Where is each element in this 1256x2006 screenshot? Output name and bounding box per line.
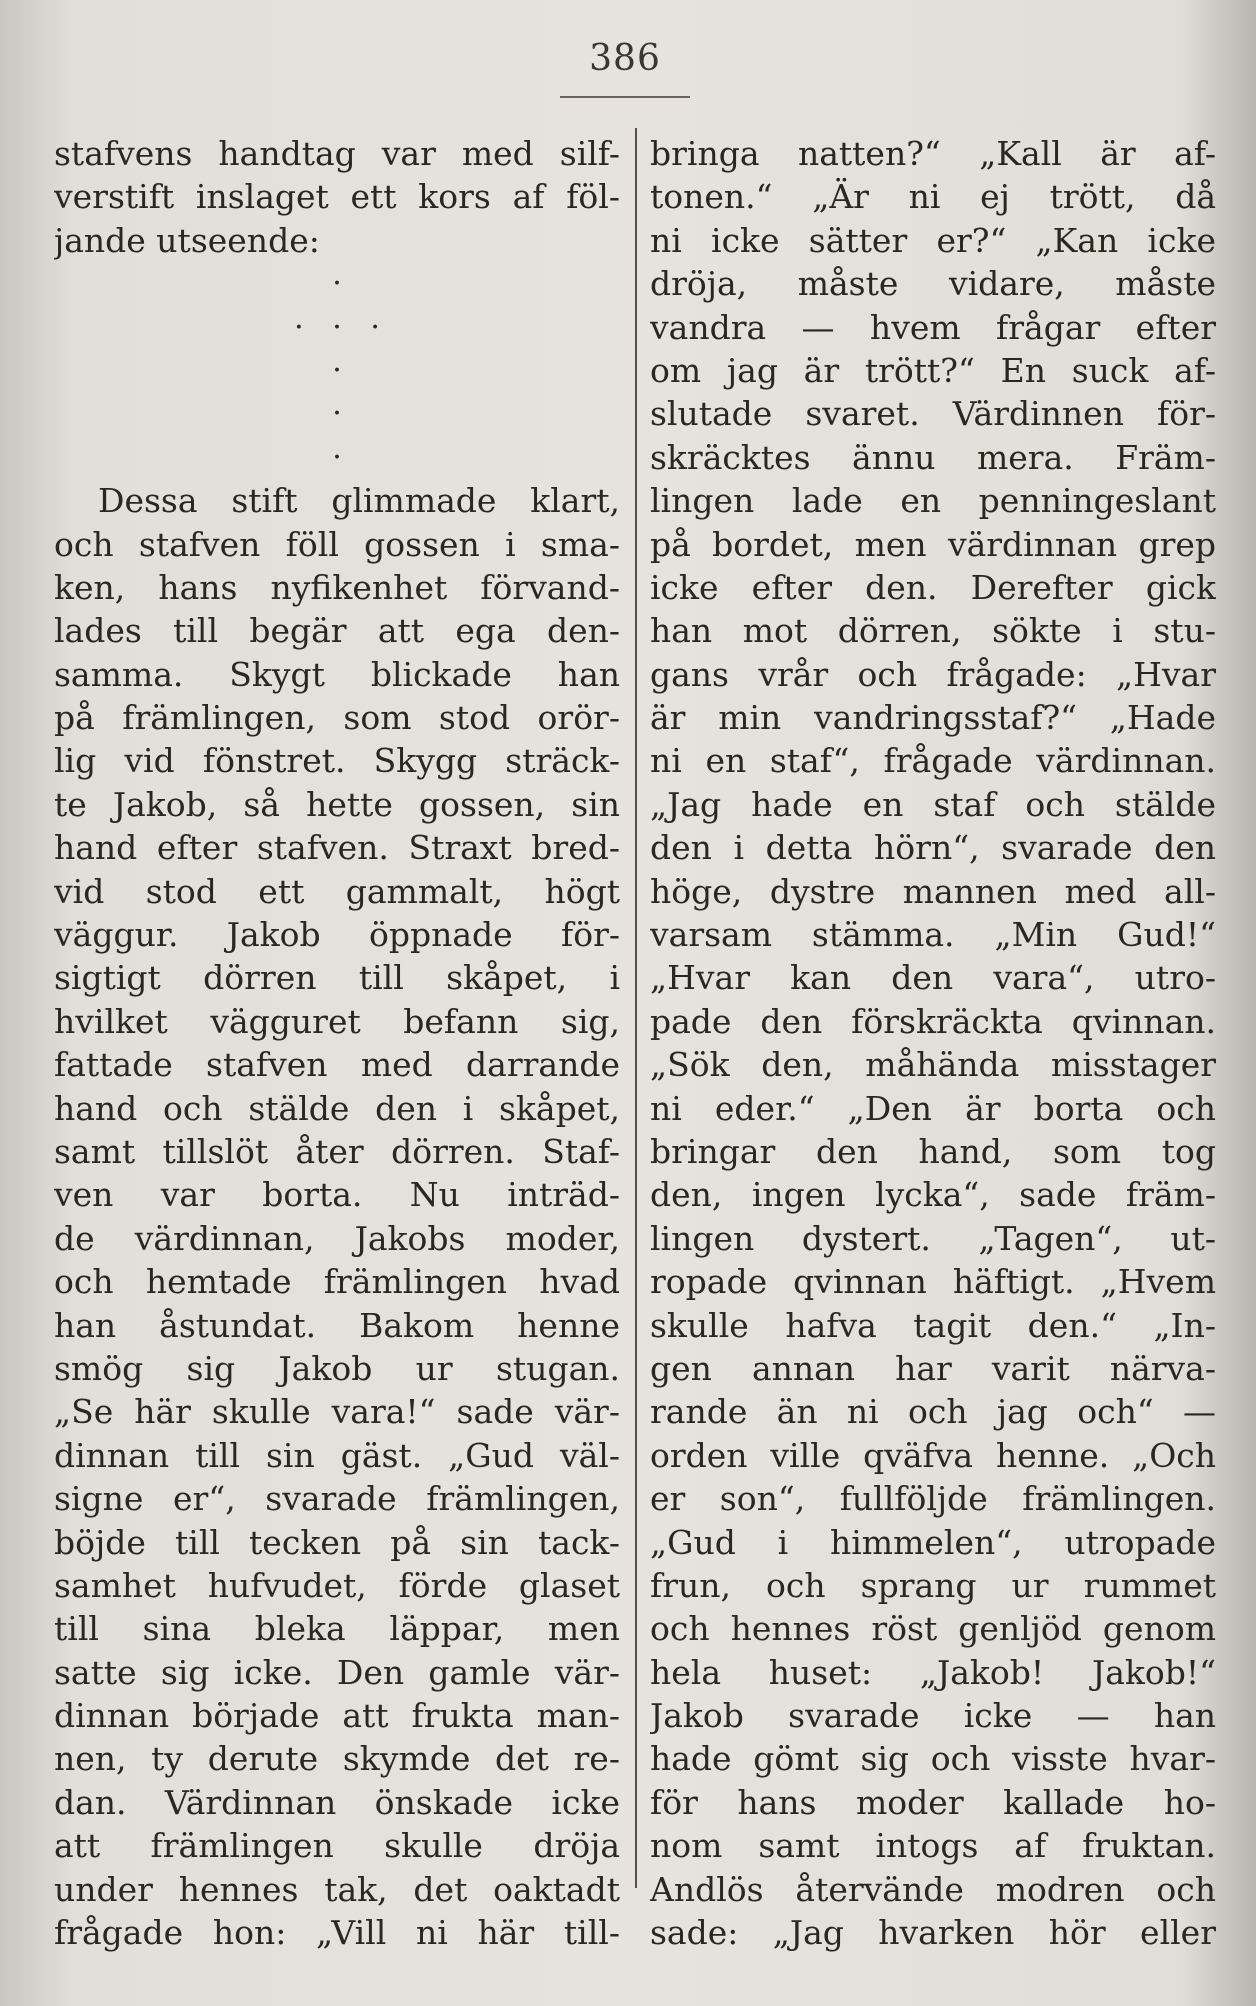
text-line: lingen lade en penningeslant xyxy=(650,481,1216,521)
text-line: samt tillslöt åter dörren. Staf- xyxy=(54,1131,620,1171)
text-line: till sina bleka läppar, men xyxy=(54,1609,620,1649)
text-line: ken, hans nyfikenhet förvand- xyxy=(54,567,620,607)
text-line: bringa natten?“ „Kall är af- xyxy=(650,134,1216,173)
text-line: på bordet, men värdinnan grep xyxy=(650,524,1216,564)
left-intro xyxy=(54,132,620,262)
text-line: sigtigt dörren till skåpet, i xyxy=(54,958,620,998)
text-line: och stafven föll gossen i sma- xyxy=(54,524,620,564)
text-line: dinnan till sin gäst. „Gud väl- xyxy=(54,1435,620,1475)
text-line: „Hvar kan den vara“, utro- xyxy=(650,958,1216,998)
text-line: vid stod ett gammalt, högt xyxy=(54,871,620,911)
text-line: vandra — hvem frågar efter xyxy=(650,307,1216,347)
right-column xyxy=(650,132,1216,1954)
text-line: dröja, måste vidare, måste xyxy=(650,264,1216,304)
cross-dot-row: · · · xyxy=(294,309,380,345)
text-line: ven var borta. Nu inträd- xyxy=(54,1175,620,1215)
text-line: slutade svaret. Värdinnen för- xyxy=(650,394,1216,434)
text-line: om jag är trött?“ En suck af- xyxy=(650,350,1216,390)
text-line: han mot dörren, sökte i stu- xyxy=(650,611,1216,651)
text-line: verstift inslaget ett kors af föl- xyxy=(54,177,620,217)
text-line: Dessa stift glimmade klart, xyxy=(98,481,620,521)
text-line: ropade qvinnan häftigt. „Hvem xyxy=(650,1262,1216,1302)
text-line: och hemtade främlingen hvad xyxy=(54,1262,620,1302)
cross-dot-row: · xyxy=(332,352,342,388)
text-line: frågade hon: „Vill ni här till- xyxy=(54,1913,620,1953)
text-line: hela huset: „Jakob! Jakob!“ xyxy=(650,1652,1216,1692)
text-line: orden ville qväfva henne. „Och xyxy=(650,1435,1216,1475)
text-line: hvilket vägguret befann sig, xyxy=(54,1001,620,1041)
text-line: icke efter den. Derefter gick xyxy=(650,567,1216,607)
text-line: den i detta hörn“, svarade den xyxy=(650,828,1216,868)
text-line: fattade stafven med darrande xyxy=(54,1045,620,1085)
text-line: och hennes röst genljöd genom xyxy=(650,1609,1216,1649)
text-line: är min vandringsstaf?“ „Hade xyxy=(650,698,1216,738)
text-line: den, ingen lycka“, sade främ- xyxy=(650,1175,1216,1215)
text-line: höge, dystre mannen med all- xyxy=(650,871,1216,911)
text-line: Jakob svarade icke — han xyxy=(650,1696,1216,1736)
text-line: satte sig icke. Den gamle vär- xyxy=(54,1652,620,1692)
text-line: ni en staf“, frågade värdinnan. xyxy=(650,741,1216,781)
cross-dot-row: · xyxy=(332,266,342,302)
text-line: stafvens handtag var med silf- xyxy=(54,134,620,173)
text-line: under hennes tak, det oaktadt xyxy=(54,1869,620,1909)
text-line: skräcktes ännu mera. Främ- xyxy=(650,437,1216,477)
text-line: signe er“, svarade främlingen, xyxy=(54,1479,620,1519)
text-line: böjde till tecken på sin tack- xyxy=(54,1522,620,1562)
text-line: hand efter stafven. Straxt bred- xyxy=(54,828,620,868)
text-line: „Jag hade en staf och stälde xyxy=(650,784,1216,824)
page-number: 386 xyxy=(589,38,661,79)
left-body xyxy=(54,479,620,1954)
text-line: på främlingen, som stod orör- xyxy=(54,698,620,738)
text-line: gen annan har varit närva- xyxy=(650,1348,1216,1388)
cross-dot-row: · xyxy=(332,439,342,475)
text-line: „Sök den, måhända misstager xyxy=(650,1045,1216,1085)
text-line: hand och stälde den i skåpet, xyxy=(54,1088,620,1128)
cross-ornament xyxy=(54,262,620,479)
text-line: samhet hufvudet, förde glaset xyxy=(54,1565,620,1605)
text-line: lingen dystert. „Tagen“, ut- xyxy=(650,1218,1216,1258)
cross-dot-row: · xyxy=(332,396,342,432)
text-line: för hans moder kallade ho- xyxy=(650,1782,1216,1822)
text-line: „Se här skulle vara!“ sade vär- xyxy=(54,1392,620,1432)
left-column xyxy=(54,132,620,1954)
text-line: jande utseende: xyxy=(54,220,320,260)
right-body xyxy=(650,132,1216,1954)
text-line: hade gömt sig och visste hvar- xyxy=(650,1739,1216,1779)
text-line: dinnan började att frukta man- xyxy=(54,1696,620,1736)
text-line: ni icke sätter er?“ „Kan icke xyxy=(650,220,1216,260)
text-line: ni eder.“ „Den är borta och xyxy=(650,1088,1216,1128)
text-line: tonen.“ „Är ni ej trött, då xyxy=(650,177,1216,217)
text-line: väggur. Jakob öppnade för- xyxy=(54,915,620,955)
column-divider xyxy=(635,128,637,1888)
text-line: samma. Skygt blickade han xyxy=(54,654,620,694)
text-line: de värdinnan, Jakobs moder, xyxy=(54,1218,620,1258)
text-line: pade den förskräckta qvinnan. xyxy=(650,1001,1216,1041)
text-line: gans vrår och frågade: „Hvar xyxy=(650,654,1216,694)
text-line: bringar den hand, som tog xyxy=(650,1131,1216,1171)
text-line: lades till begär att ega den- xyxy=(54,611,620,651)
text-line: er son“, fullföljde främlingen. xyxy=(650,1479,1216,1519)
header-rule xyxy=(560,96,690,98)
text-line: sade: „Jag hvarken hör eller xyxy=(650,1913,1216,1953)
text-line: dan. Värdinnan önskade icke xyxy=(54,1782,620,1822)
text-line: te Jakob, så hette gossen, sin xyxy=(54,784,620,824)
text-line: varsam stämma. „Min Gud!“ xyxy=(650,915,1216,955)
text-line: frun, och sprang ur rummet xyxy=(650,1565,1216,1605)
text-line: han åstundat. Bakom henne xyxy=(54,1305,620,1345)
text-line: skulle hafva tagit den.“ „In- xyxy=(650,1305,1216,1345)
text-line: nom samt intogs af fruktan. xyxy=(650,1826,1216,1866)
text-line: att främlingen skulle dröja xyxy=(54,1826,620,1866)
text-line: „Gud i himmelen“, utropade xyxy=(650,1522,1216,1562)
text-line: smög sig Jakob ur stugan. xyxy=(54,1348,620,1388)
text-line: Andlös återvände modren och xyxy=(650,1869,1216,1909)
text-line: nen, ty derute skymde det re- xyxy=(54,1739,620,1779)
text-line: lig vid fönstret. Skygg sträck- xyxy=(54,741,620,781)
text-line: rande än ni och jag och“ — xyxy=(650,1392,1216,1432)
